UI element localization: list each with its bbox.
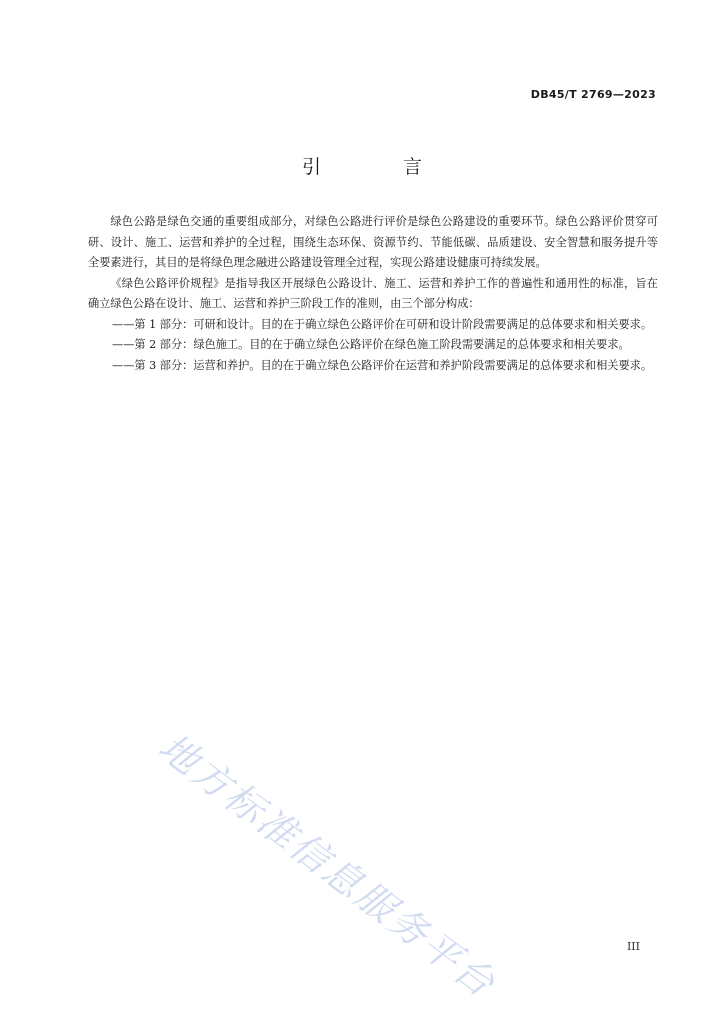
part-list-item: ——第 2 部分：绿色施工。目的在于确立绿色公路评价在绿色施工阶段需要满足的总体要求和相关要求。 [112,338,630,351]
watermark: 地方标准信息服务平台 [150,724,505,1007]
page-title: 引 言 [301,156,461,178]
part-list-item: ——第 3 部分：运营和养护。目的在于确立绿色公路评价在运营和养护阶段需要满足的总体要求和相关要求。 [112,358,653,372]
part-list-item: ——第 1 部分：可研和设计。目的在于确立绿色公路评价在可研和设计阶段需要满足的总体要求和相关要求。 [112,317,653,331]
document-body [88,212,658,376]
standard-code: DB45/T 2769—2023 [530,88,656,101]
intro-paragraph: 绿色公路是绿色交通的重要组成部分，对绿色公路进行评价是绿色公路建设的重要环节。绿色公路评价贯穿可研、设计、施工、运营和养护的全过程，围绕生态环保、资源节约、节能低碳、品质建设、安全智慧和服务提升等全要素进行，其目的是将绿色理念融进公路建设管理全过程，实现公路建设健康可持续发展。 [88,215,658,269]
page-number: III [626,940,640,953]
intro-paragraph: 《绿色公路评价规程》是指导我区开展绿色公路设计、施工、运营和养护工作的普遍性和通用性的标准，旨在确立绿色公路在设计、施工、运营和养护三阶段工作的准则，由三个部分构成： [88,276,658,310]
